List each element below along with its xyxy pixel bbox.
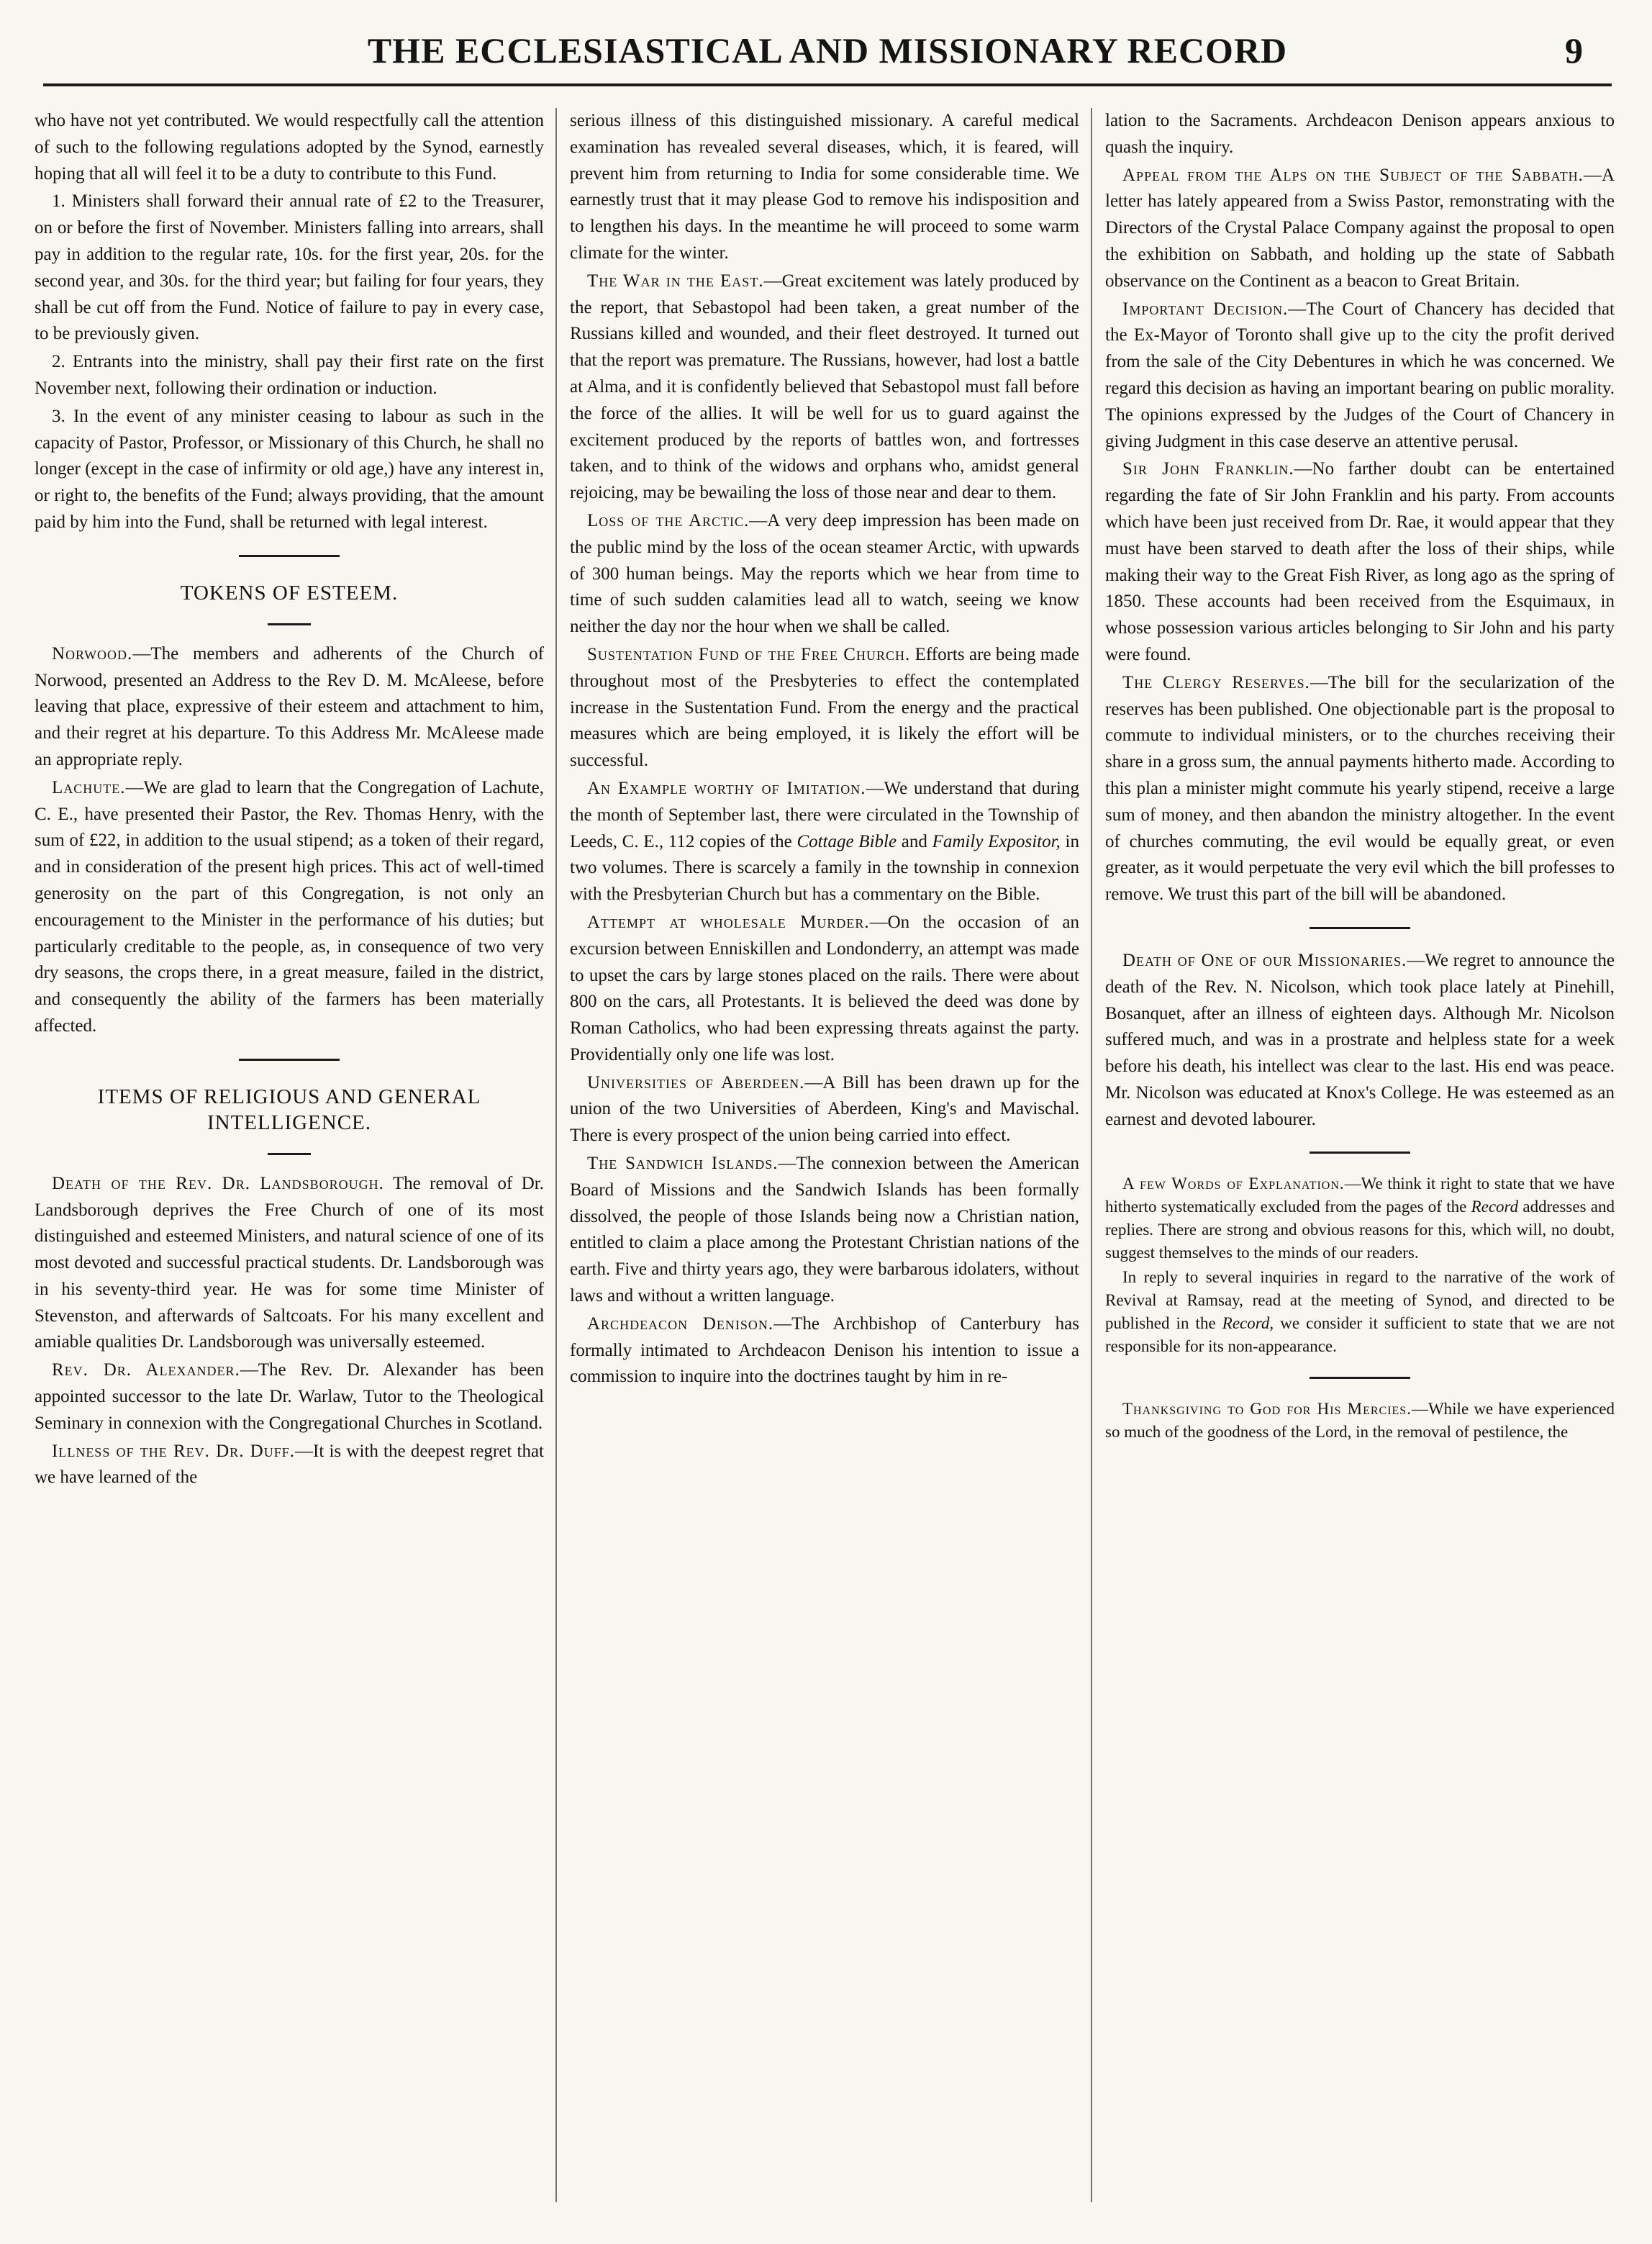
article-heading: Attempt at wholesale Murder.	[587, 912, 870, 932]
article-war	[570, 268, 1079, 507]
article-heading: Death of One of our Missionaries.	[1122, 950, 1407, 970]
article-body: we consider it sufficient to state that we are not responsible for its non-appearance.	[1105, 1314, 1615, 1356]
article-heading: Universities of Aberdeen.	[587, 1072, 805, 1092]
article-heading: Norwood.	[52, 643, 133, 664]
page-number: 9	[1565, 30, 1583, 71]
article-body: —We are glad to learn that the Congregation of Lachute, C. E., have presented their Pastor, the Rev. Thomas Henry, with the sum of £22, in addition to the usual stipend; as a token of their regard, and in consideration of the present high prices. This act of well-timed generosity on the part of this Congregation, is not only an encouragement to the Minister in the performance of his duties; but particularly creditable to the people, as, in consequence of two very dry seasons, the crops there, in a great measure, failed in the district, and consequently the ability of the farmers has been materially affected.	[35, 777, 544, 1036]
book-title: Cottage Bible	[796, 831, 897, 851]
article-norwood	[35, 641, 544, 774]
article-body: —The members and adherents of the Church of Norwood, presented an Address to the Rev D. M. McAleese, before leaving that place, expressive of their esteem and attachment to him, and their regret at his departure. To this Address Mr. McAleese made an appropriate reply.	[35, 643, 544, 769]
article-body: —We think it right to state that we have hitherto systematically excluded from the pages of the	[1105, 1175, 1615, 1216]
column-divider	[1091, 108, 1092, 2202]
article-body: and	[897, 831, 932, 851]
article-heading: Archdeacon Denison.	[587, 1313, 774, 1334]
article-body: —It is with the deepest regret that we have learned of the	[35, 1441, 544, 1488]
article-murder	[570, 910, 1079, 1069]
article-heading: Appeal from the Alps on the Subject of the Sabbath.	[1122, 165, 1584, 185]
article-body: —No farther doubt can be entertained regarding the fate of Sir John Franklin and his party. From accounts which have been just received from Dr. Rae, it would appear that they must have been starved to death after the loss of their ships, while making their way to the Great Fish River, as long ago as the spring of 1850. These accounts had been received from the Esquimaux, in whose possession various articles belonging to Sir John and his party were found.	[1105, 459, 1615, 664]
section-rule	[1310, 927, 1410, 929]
section-heading-items: ITEMS OF RELIGIOUS AND GENERAL INTELLIGENCE.	[97, 1085, 481, 1134]
publication-title: Record	[1471, 1198, 1519, 1216]
article-body: —The bill for the secularization of the reserves has been published. One objectionable part is the proposal to commute to individual ministers, or to the churches receiving their share in a gross sum, the annual payments hitherto made. According to this plan a minister might commute his yearly stipend, receive a large sum of money, and then abandon the ministry altogether. In the event of churches commuting, the evil would be equally great, or even greater, as it would perpetuate the very evil which the bill professes to remove. We trust this part of the bill will be abandoned.	[1105, 672, 1615, 905]
article-body: —The connexion between the American Board of Missions and the Sandwich Islands has been formally dissolved, the people of those Islands being now a Christian nation, entitled to claim a place among the Protestant Christian nations of the earth. Five and thirty years ago, they were barbarous idolaters, without laws and without a written language.	[570, 1154, 1079, 1306]
article-heading: Rev. Dr. Alexander.	[52, 1360, 240, 1380]
article-body: —The Archbishop of Canterbury has formally intimated to Archdeacon Denison his intention to issue a commission to inquire into the doctrines taught by him in re-	[570, 1313, 1079, 1387]
article-heading: The War in the East.	[587, 271, 764, 291]
article-heading: A few Words of Explanation.	[1122, 1175, 1345, 1193]
article-sustentation	[570, 642, 1079, 774]
column-1	[35, 108, 544, 2224]
section-rule	[1310, 1152, 1410, 1154]
article-lachute	[35, 775, 544, 1040]
paragraph: who have not yet contributed. We would respectfully call the attention of such to the following regulations adopted by the Synod, earnestly hoping that all will feel it to be a duty to contribute to this Fund.	[35, 111, 544, 184]
header-rule	[43, 83, 1612, 86]
article-alexander	[35, 1357, 544, 1437]
article-heading: Lachute.	[52, 777, 126, 797]
article-body: In reply to several inquiries in regard to the narrative of the work of Revival at Ramsay, read at the meeting of Synod, and directed to be published in the	[1105, 1268, 1615, 1333]
article-body: —A letter has lately appeared from a Swiss Pastor, remonstrating with the Directors of the Crystal Palace Company against the proposal to open the exhibition on Sabbath, and holding up the state of Sabbath observance on the Continent as a beacon to Great Britain.	[1105, 165, 1615, 291]
article-denison	[570, 1311, 1079, 1390]
article-heading: The Clergy Reserves.	[1122, 672, 1310, 692]
article-heading: Illness of the Rev. Dr. Duff.	[52, 1441, 295, 1461]
section-rule	[239, 1059, 340, 1061]
article-thanksgiving	[1105, 1398, 1615, 1444]
masthead	[43, 29, 1612, 88]
regulation-1: 1. Ministers shall forward their annual rate of £2 to the Treasurer, on or before the first of November. Ministers falling into arrears, shall pay in addition to the regular rate, 10s. for the first year, 20s. for the second year, and 30s. for the third year; but failing for four years, they shall be cut off from the Fund. Notice of failure to pay in every case, to be previously given.	[35, 191, 544, 344]
paragraph: lation to the Sacraments. Archdeacon Denison appears anxious to quash the inquiry.	[1105, 111, 1615, 157]
article-franklin	[1105, 456, 1615, 668]
article-heading: An Example worthy of Imitation.	[587, 778, 866, 798]
article-body: —We regret to announce the death of the Rev. N. Nicolson, which took place lately at Pinehill, Bosanquet, after an illness of eighteen days. Although Mr. Nicolson suffered much, and was in a prostrate and helpless state for a week before his death, his intellect was clear to the last. His end was peace. Mr. Nicolson was educated at Knox's College. He was esteemed as an earnest and devoted labourer.	[1105, 950, 1615, 1129]
article-heading: Important Decision.	[1122, 299, 1289, 319]
article-body: —On the occasion of an excursion between Enniskillen and Londonderry, an attempt was made to upset the cars by large stones placed on the rails. There were about 800 on the cars, all Protestants. It is believed the deed was done by Roman Catholics, who had been expressing threats against the party. Providentially only one life was lost.	[570, 912, 1079, 1064]
article-duff	[35, 1439, 544, 1492]
regulation-3: 3. In the event of any minister ceasing to labour as such in the capacity of Pastor, Professor, or Missionary of this Church, he shall no longer (except in the case of infirmity or old age,) have any interest in, or right to, the benefits of the Fund; always providing, that the amount paid by him into the Fund, shall be returned with legal interest.	[35, 406, 544, 532]
article-reserves	[1105, 670, 1615, 908]
section-heading-tokens: TOKENS OF ESTEEM.	[180, 581, 399, 605]
article-body: The removal of Dr. Landsborough deprives the Free Church of one of its most distinguished and esteemed Ministers, and natural science of one of its most devoted and successful practical students. Dr. Landsborough was in his seventy-third year. He was for some time Minister of Stevenston, and afterwards of Saltcoats. For his many excellent and amiable qualities Dr. Landsborough was universally esteemed.	[35, 1173, 544, 1352]
article-body: —A Bill has been drawn up for the union of the two Universities of Aberdeen, King's and Mavischal. There is every prospect of the union being carried into effect.	[570, 1072, 1079, 1146]
heading-rule	[268, 1153, 311, 1155]
article-death	[1105, 948, 1615, 1134]
article-body: —We understand that during the month of September last, there were circulated in the Township of Leeds, C. E., 112 copies of the	[570, 778, 1079, 851]
article-landsborough	[35, 1171, 544, 1357]
article-decision	[1105, 297, 1615, 456]
article-heading: Sustentation Fund of the Free Church.	[587, 644, 911, 664]
article-reply	[1105, 1266, 1615, 1358]
article-body: addresses and replies. There are strong and obvious reasons for this, which will, no doubt, suggest themselves to the minds of our readers.	[1105, 1198, 1615, 1262]
article-heading: Thanksgiving to God for His Mercies.	[1122, 1400, 1412, 1419]
column-2	[570, 108, 1079, 2224]
article-heading: Death of the Rev. Dr. Landsborough.	[52, 1173, 384, 1193]
article-alps	[1105, 163, 1615, 295]
article-body: —A very deep impression has been made on the public mind by the loss of the ocean steamer Arctic, with upwards of 300 human beings. May the reports which we hear from time to time of such sudden calamities lead all to watch, seeing we know neither the day nor the hour when we shall be called.	[570, 510, 1079, 637]
section-rule	[1310, 1377, 1410, 1379]
article-heading: Sir John Franklin.	[1122, 459, 1294, 479]
article-example	[570, 776, 1079, 908]
article-aberdeen	[570, 1070, 1079, 1149]
column-divider	[555, 108, 557, 2202]
article-body: —Great excitement was lately produced by the report, that Sebastopol had been taken, a great number of the Russians killed and wounded, and their fleet destroyed. It turned out that the report was premature. The Russians, however, had lost a battle at Alma, and it is confidently believed that Sebastopol must fall before the force of the allies. It will be well for us to guard against the excitement produced by the reports of battles won, and fortresses taken, and to think of the widows and orphans who, amidst general rejoicing, may be bewailing the loss of those near and dear to them.	[570, 271, 1079, 503]
page-title: THE ECCLESIASTICAL AND MISSIONARY RECORD	[367, 30, 1288, 71]
article-sandwich	[570, 1151, 1079, 1310]
article-arctic	[570, 508, 1079, 641]
paragraph: serious illness of this distinguished missionary. A careful medical examination has revealed several diseases, which, it is feared, will prevent him from returning to India for some considerable time. We earnestly trust that it may please God to remove his indisposition and to lengthen his days. In the meantime he will proceed to some warm climate for the winter.	[570, 111, 1079, 263]
regulation-2: 2. Entrants into the ministry, shall pay their first rate on the first November next, following their ordination or induction.	[35, 352, 544, 398]
article-heading: The Sandwich Islands.	[587, 1154, 779, 1174]
article-body: —The Rev. Dr. Alexander has been appointed successor to the late Dr. Warlaw, Tutor to the Theological Seminary in connexion with the Congregational Churches in Scotland.	[35, 1360, 544, 1433]
article-body: in two volumes. There is scarcely a family in the township in connexion with the Presbyterian Church but has a commentary on the Bible.	[570, 831, 1079, 905]
publication-title: Record,	[1222, 1314, 1274, 1333]
article-heading: Loss of the Arctic.	[587, 510, 750, 530]
book-title: Family Expositor,	[932, 831, 1061, 851]
column-3	[1105, 108, 1615, 2224]
article-explanation	[1105, 1172, 1615, 1264]
article-body: —The Court of Chancery has decided that the Ex-Mayor of Toronto shall give up to the city the profit derived from the sale of the City Debentures in which he was concerned. We regard this decision as having an important bearing on public morality. The opinions expressed by the Judges of the Court of Chancery in giving Judgment in this case deserve an attentive perusal.	[1105, 299, 1615, 451]
article-body: —While we have experienced so much of the goodness of the Lord, in the removal of pestilence, the	[1105, 1400, 1615, 1442]
heading-rule	[268, 623, 311, 625]
section-rule	[239, 555, 340, 557]
article-body: Efforts are being made throughout most of the Presbyteries to effect the contemplated increase in the Sustentation Fund. From the energy and the practical measures which are being employed, it is likely the effort will be successful.	[570, 644, 1079, 771]
